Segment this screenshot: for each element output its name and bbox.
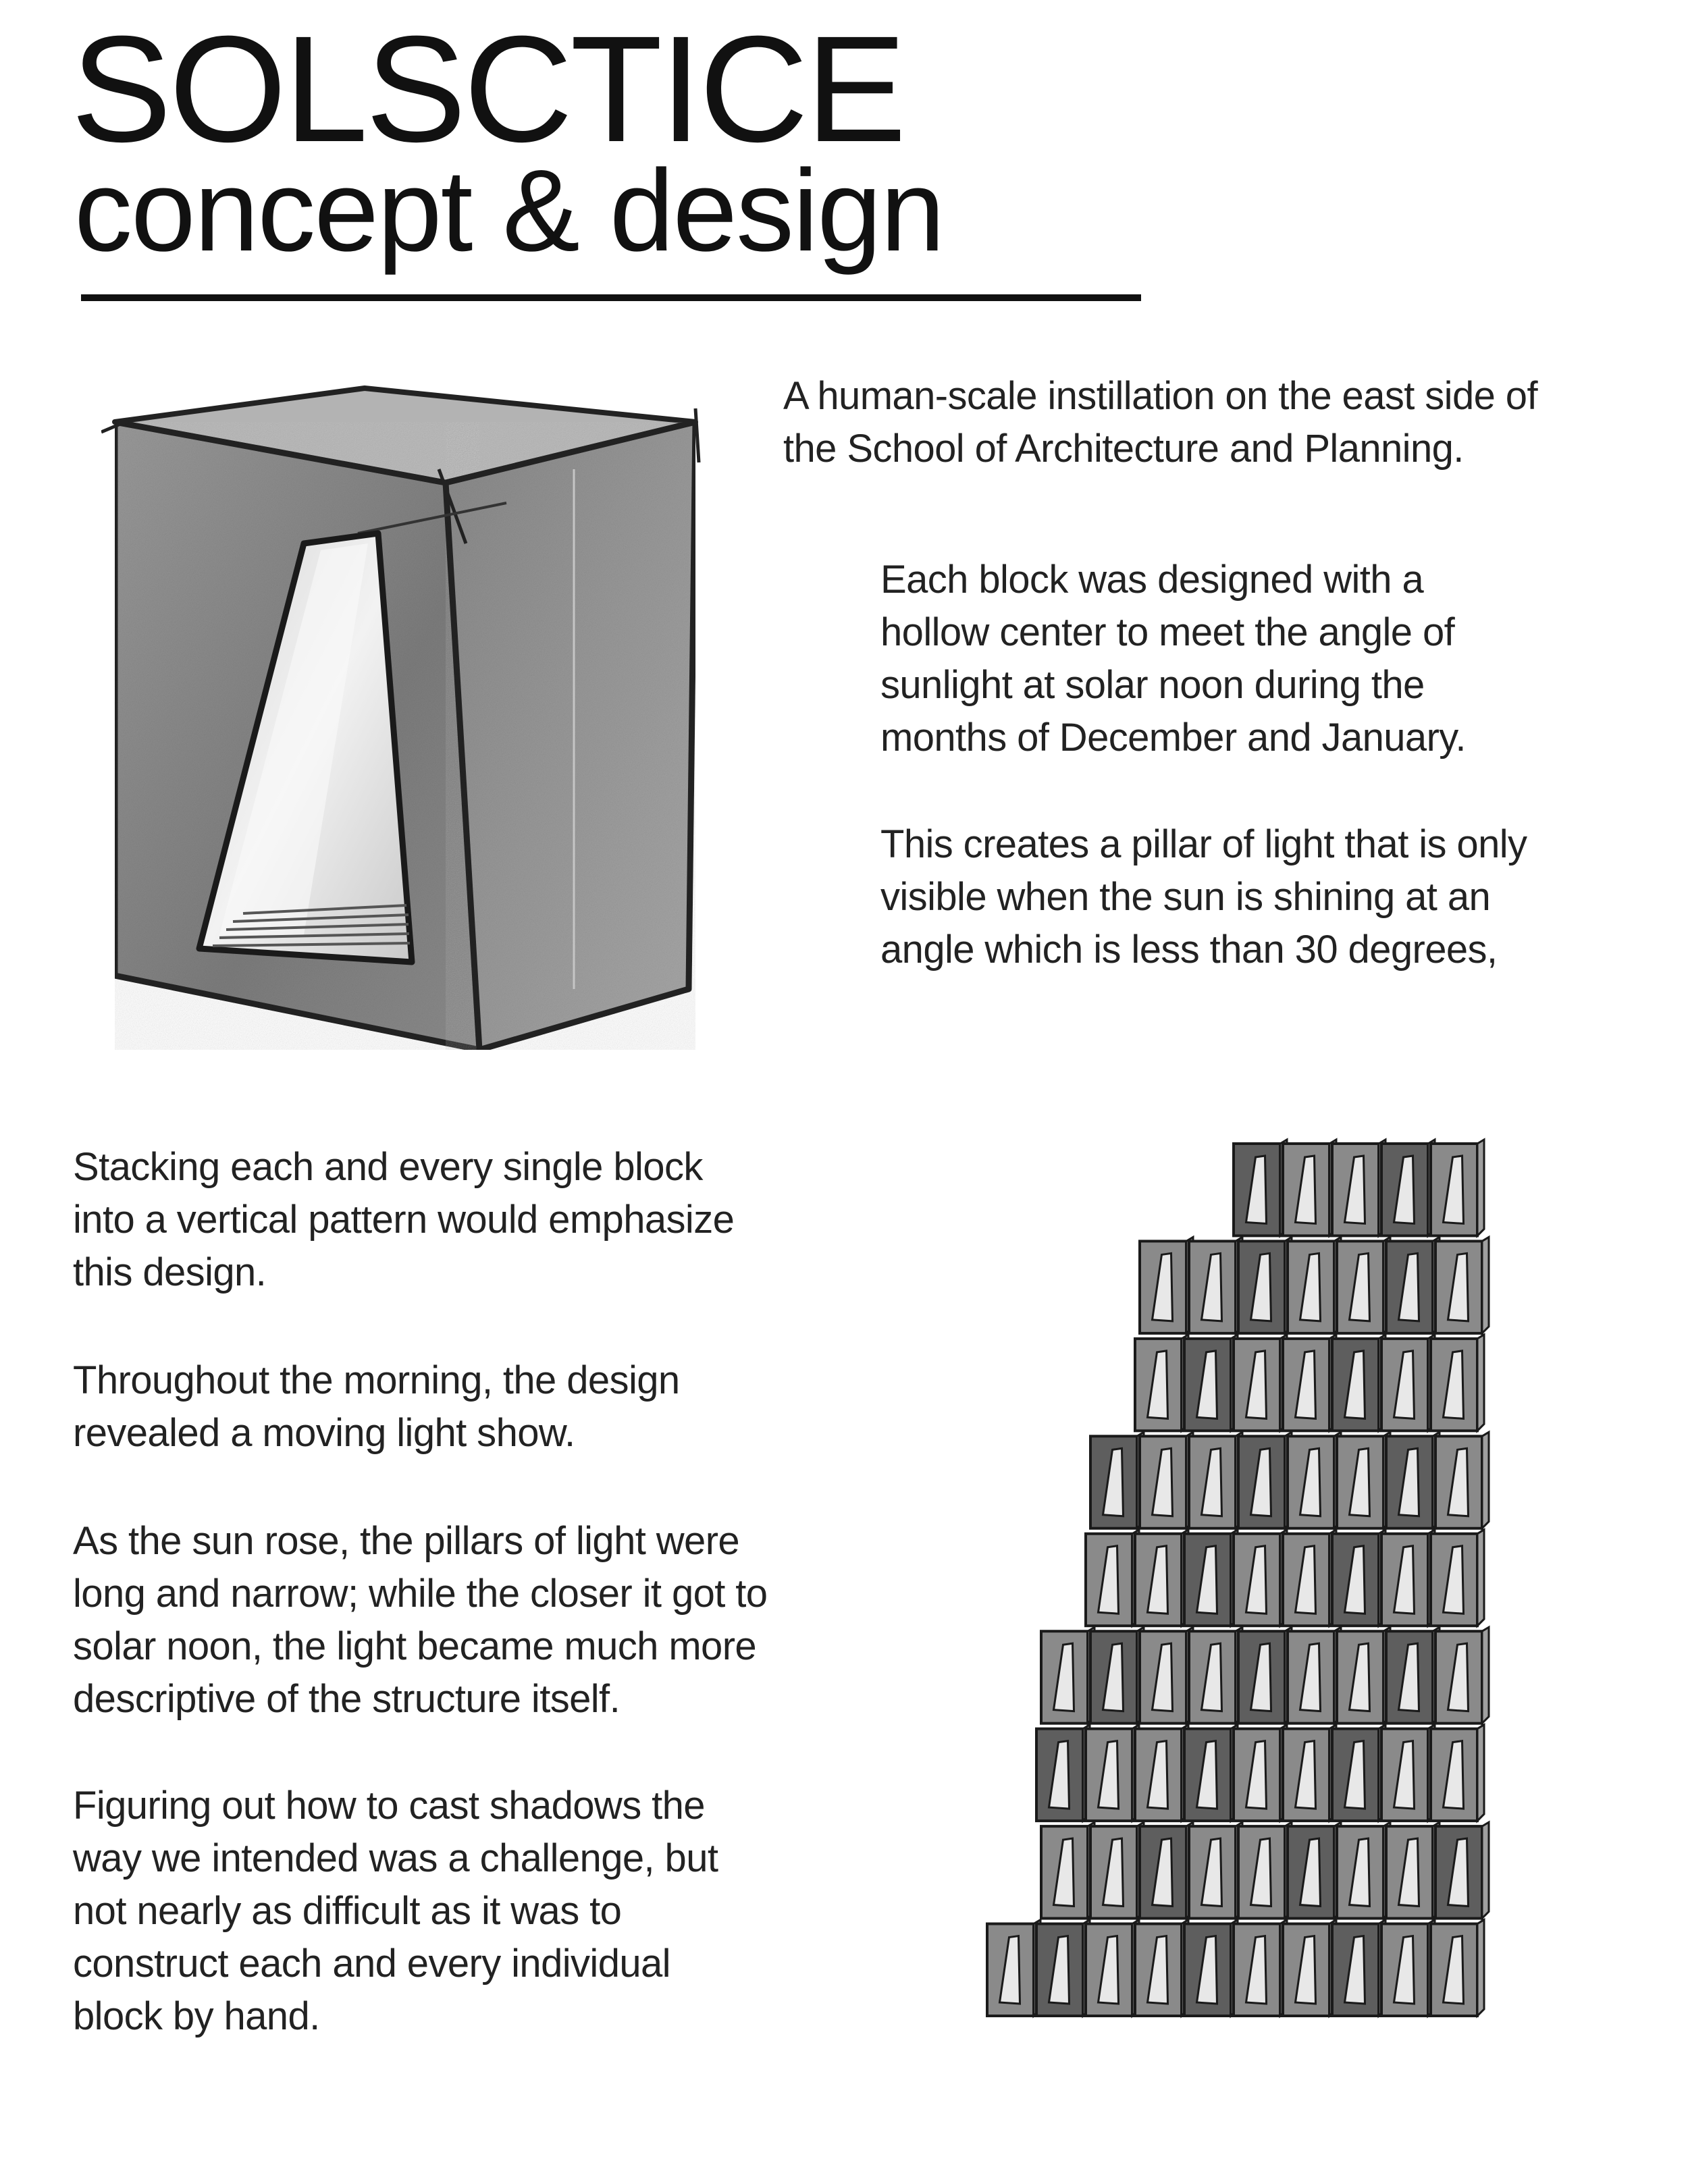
wall-block <box>1386 1627 1440 1723</box>
wall-block <box>1090 1822 1144 1918</box>
wall-block <box>1090 1627 1144 1723</box>
text-line: descriptive of the structure itself. <box>73 1677 621 1721</box>
wall-block <box>1381 1335 1435 1431</box>
text-line: A human-scale instillation on the east side of <box>783 374 1537 418</box>
design-paragraph <box>880 554 1466 764</box>
text-line: long and narrow; while the closer it got to <box>73 1572 768 1616</box>
wall-block <box>1283 1140 1336 1235</box>
text-line: solar noon, the light became much more <box>73 1624 757 1668</box>
wall-block <box>1234 1725 1287 1821</box>
text-line: Throughout the morning, the design <box>73 1358 680 1402</box>
wall-block <box>1041 1822 1094 1918</box>
wall-block <box>1041 1627 1094 1723</box>
wall-block <box>1332 1530 1386 1626</box>
wall-block <box>1332 1140 1386 1235</box>
wall-block <box>1288 1432 1341 1528</box>
title-underline <box>81 294 1141 301</box>
wall-block <box>1238 1822 1292 1918</box>
text-line: Each block was designed with a <box>880 558 1424 602</box>
wall-block <box>987 1920 1040 2016</box>
wall-block <box>1086 1920 1139 2016</box>
wall-block <box>1288 1822 1341 1918</box>
wall-block <box>1140 1822 1193 1918</box>
morning-paragraph <box>73 1354 680 1460</box>
wall-block <box>1386 1432 1440 1528</box>
single-block-sketch <box>101 381 729 1077</box>
text-line: visible when the sun is shining at an <box>880 875 1491 919</box>
wall-block <box>1036 1725 1090 1821</box>
wall-block <box>1332 1725 1386 1821</box>
wall-block <box>1288 1627 1341 1723</box>
wall-block <box>1184 1725 1238 1821</box>
wall-block <box>1234 1920 1287 2016</box>
page-subtitle: concept & design <box>74 146 944 275</box>
wall-block <box>1135 1530 1188 1626</box>
text-line: As the sun rose, the pillars of light were <box>73 1519 740 1563</box>
wall-block <box>1332 1335 1386 1431</box>
stacked-wall-sketch <box>986 1134 1506 2025</box>
wall-block <box>1189 1432 1242 1528</box>
text-line: into a vertical pattern would emphasize <box>73 1198 735 1242</box>
text-line: revealed a moving light show. <box>73 1411 575 1455</box>
wall-block <box>1381 1725 1435 1821</box>
text-line: block by hand. <box>73 1994 320 2038</box>
wall-block <box>1431 1140 1484 1235</box>
text-line: this design. <box>73 1250 267 1294</box>
wall-block <box>1283 1530 1336 1626</box>
wall-block <box>1288 1237 1341 1333</box>
wall-block <box>1090 1432 1144 1528</box>
wall-block <box>1135 1920 1188 2016</box>
wall-block <box>1435 1237 1489 1333</box>
wall-block <box>1431 1920 1484 2016</box>
wall-block <box>1283 1335 1336 1431</box>
wall-block <box>1189 1627 1242 1723</box>
light-paragraph <box>880 818 1527 976</box>
block-side-face <box>446 422 695 1050</box>
wall-block <box>1337 1432 1390 1528</box>
text-line: hollow center to meet the angle of <box>880 610 1455 654</box>
wall-block <box>1189 1822 1242 1918</box>
text-line: This creates a pillar of light that is only <box>880 822 1527 866</box>
wall-block <box>1184 1335 1238 1431</box>
text-line: months of December and January. <box>880 716 1466 760</box>
wall-block <box>1337 1627 1390 1723</box>
text-line: angle which is less than 30 degrees, <box>880 928 1498 971</box>
wall-block <box>1381 1140 1435 1235</box>
wall-block <box>1234 1530 1287 1626</box>
wall-block <box>1238 1432 1292 1528</box>
text-line: way we intended was a challenge, but <box>73 1836 718 1880</box>
wall-block <box>1036 1920 1090 2016</box>
wall-block <box>1283 1920 1336 2016</box>
wall-block <box>1234 1335 1287 1431</box>
wall-block <box>1337 1822 1390 1918</box>
text-line: Stacking each and every single block <box>73 1145 703 1189</box>
text-line: the School of Architecture and Planning. <box>783 427 1464 471</box>
sun-paragraph <box>73 1515 767 1726</box>
wall-block <box>1135 1725 1188 1821</box>
wall-block <box>1337 1237 1390 1333</box>
wall-block <box>1435 1822 1489 1918</box>
text-line: Figuring out how to cast shadows the <box>73 1784 705 1828</box>
wall-block <box>1431 1530 1484 1626</box>
challenge-paragraph <box>73 1780 718 2043</box>
wall-block <box>1140 1237 1193 1333</box>
wall-block <box>1431 1725 1484 1821</box>
wall-block <box>1386 1237 1440 1333</box>
wall-block <box>1135 1335 1188 1431</box>
wall-block <box>1184 1920 1238 2016</box>
wall-block <box>1086 1725 1139 1821</box>
text-line: sunlight at solar noon during the <box>880 663 1425 707</box>
wall-block <box>1184 1530 1238 1626</box>
wall-block <box>1140 1627 1193 1723</box>
wall-block <box>1431 1335 1484 1431</box>
wall-block <box>1086 1530 1139 1626</box>
wall-block <box>1435 1627 1489 1723</box>
wall-block <box>1189 1237 1242 1333</box>
wall-block <box>1140 1432 1193 1528</box>
intro-paragraph <box>783 370 1537 475</box>
wall-block <box>1238 1237 1292 1333</box>
wall-block <box>1381 1530 1435 1626</box>
wall-block <box>1332 1920 1386 2016</box>
text-line: not nearly as difficult as it was to <box>73 1889 622 1933</box>
page-title: SOLSCTICE <box>71 5 904 174</box>
wall-block <box>1283 1725 1336 1821</box>
stacking-paragraph <box>73 1141 734 1299</box>
text-line: construct each and every individual <box>73 1942 670 1986</box>
wall-block <box>1435 1432 1489 1528</box>
wall-block <box>1234 1140 1287 1235</box>
wall-block <box>1386 1822 1440 1918</box>
wall-block <box>1381 1920 1435 2016</box>
wall-block <box>1238 1627 1292 1723</box>
